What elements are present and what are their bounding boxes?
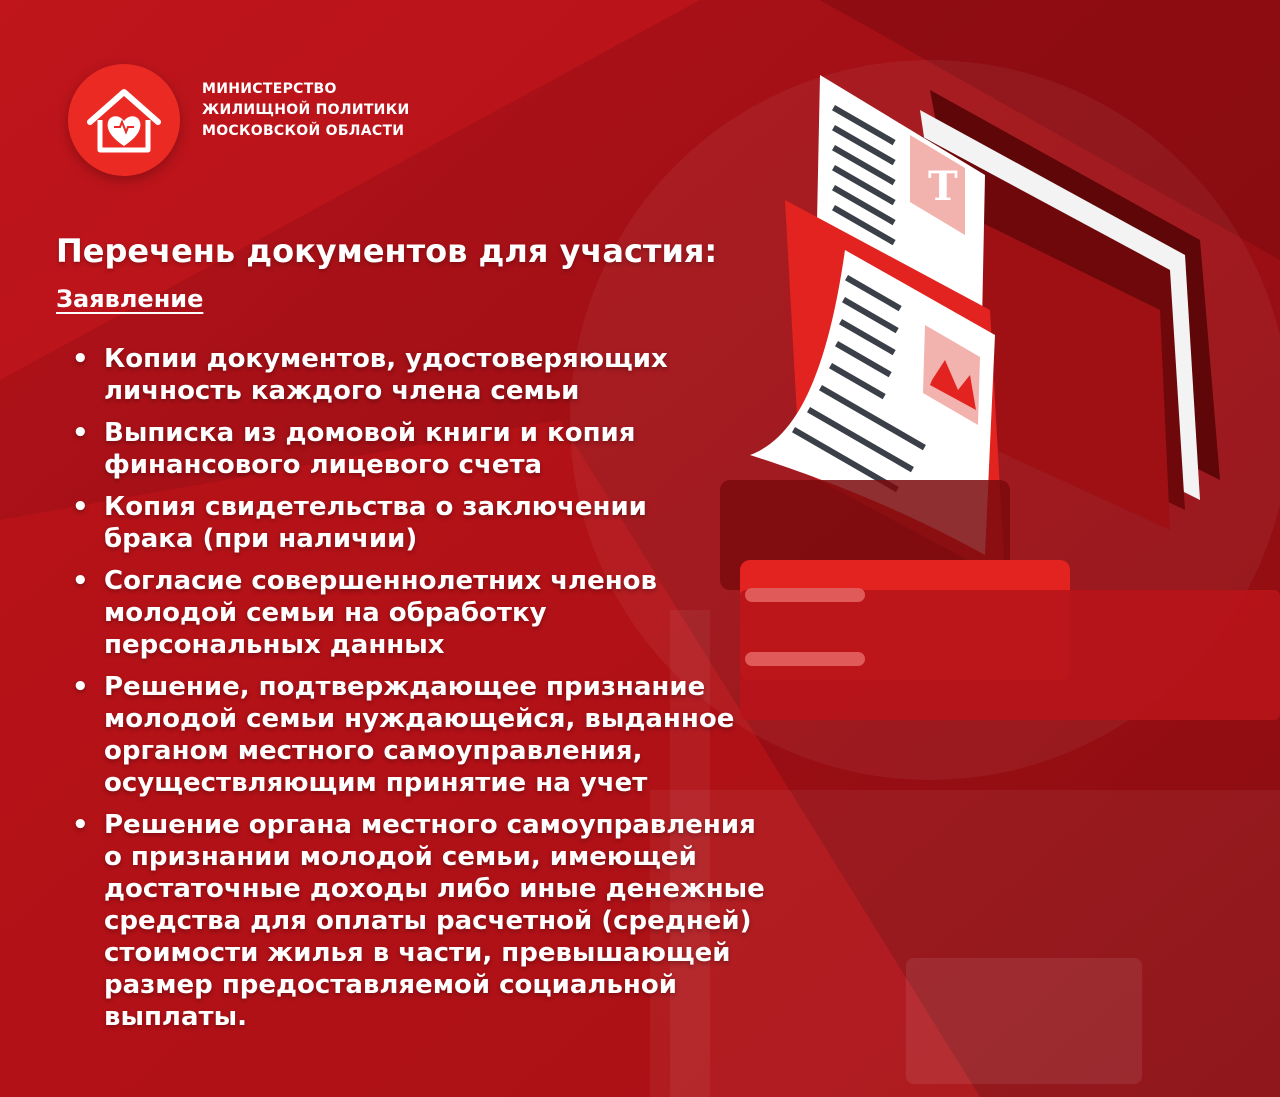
bullet: • xyxy=(72,418,89,448)
list-item-line: персональных данных xyxy=(104,630,445,660)
page-title: Перечень документов для участия: xyxy=(56,232,718,270)
list-item-line: размер предоставляемой социальной xyxy=(104,970,677,1000)
list-item-line: Копии документов, удостоверяющих xyxy=(104,344,668,374)
list-item-line: Согласие совершеннолетних членов xyxy=(104,566,657,596)
list-item xyxy=(70,565,850,661)
list-item xyxy=(70,343,850,407)
list-item xyxy=(70,671,850,799)
list-item-line: осуществляющим принятие на учет xyxy=(104,768,648,798)
svg-text:T: T xyxy=(928,163,958,210)
list-item-line: достаточные доходы либо иные денежные xyxy=(104,874,765,904)
list-item-line: молодой семьи нуждающейся, выданное xyxy=(104,704,735,734)
list-item-line: органом местного самоуправления, xyxy=(104,736,643,766)
ministry-name xyxy=(202,79,409,142)
list-item-line: Копия свидетельства о заключении xyxy=(104,492,647,522)
list-item-line: стоимости жилья в части, превышающей xyxy=(104,938,731,968)
ministry-name-line: МИНИСТЕРСТВО xyxy=(202,81,337,97)
list-item-line: о признании молодой семьи, имеющей xyxy=(104,842,697,872)
bullet: • xyxy=(72,672,89,702)
bullet: • xyxy=(72,810,89,840)
application-subheading: Заявление xyxy=(56,285,204,313)
list-item xyxy=(70,491,850,555)
documents-list xyxy=(70,343,850,1043)
bullet: • xyxy=(72,492,89,522)
list-item-line: Решение органа местного самоуправления xyxy=(104,810,756,840)
list-item-line: Выписка из домовой книги и копия xyxy=(104,418,636,448)
house-heart-icon xyxy=(68,64,180,176)
bullet: • xyxy=(72,344,89,374)
list-item-line: финансового лицевого счета xyxy=(104,450,543,480)
list-item-line: брака (при наличии) xyxy=(104,524,418,554)
list-item-line: личность каждого члена семьи xyxy=(104,376,580,406)
ministry-name-line: ЖИЛИЩНОЙ ПОЛИТИКИ xyxy=(202,102,410,118)
list-item-line: молодой семьи на обработку xyxy=(104,598,547,628)
list-item-line: выплаты. xyxy=(104,1002,247,1032)
list-item xyxy=(70,809,850,1033)
list-item-line: средства для оплаты расчетной (средней) xyxy=(104,906,752,936)
bullet: • xyxy=(72,566,89,596)
ministry-logo xyxy=(68,64,180,176)
list-item xyxy=(70,417,850,481)
ministry-name-line: МОСКОВСКОЙ ОБЛАСТИ xyxy=(202,123,405,139)
list-item-line: Решение, подтверждающее признание xyxy=(104,672,706,702)
